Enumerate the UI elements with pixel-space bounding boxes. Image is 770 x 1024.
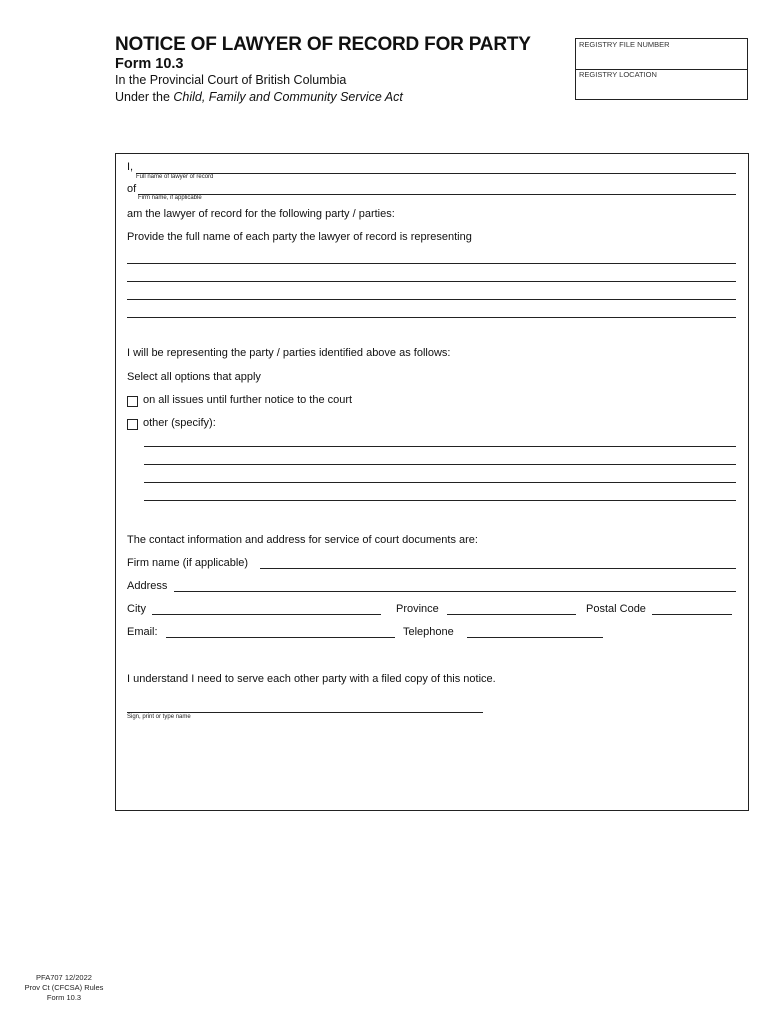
footer-rules: Prov Ct (CFCSA) Rules [24,983,104,992]
of-label: of [127,183,137,195]
city-field[interactable] [152,614,381,615]
footer-code: PFA707 12/2022 [36,973,92,982]
form-body [115,153,749,811]
other-label: other (specify): [143,417,216,429]
lawyer-name-field[interactable] [136,173,736,174]
email-label: Email: [127,626,158,638]
other-checkbox[interactable] [127,419,138,430]
address-field[interactable] [174,591,736,592]
other-line-1[interactable] [144,446,736,447]
other-line-4[interactable] [144,500,736,501]
court-name: In the Provincial Court of British Columbia [115,73,347,87]
lawyer-name-caption: Full name of lawyer of record [136,174,214,180]
acknowledgement-text: I understand I need to serve each other party with a filed copy of this notice. [127,673,496,685]
form-number: Form 10.3 [115,56,184,72]
party-line-2[interactable] [127,281,736,282]
province-field[interactable] [447,614,576,615]
act-prefix: Under the [115,90,174,104]
party-line-3[interactable] [127,299,736,300]
representation-instruction: Select all options that apply [127,371,261,383]
firm-label: Firm name (if applicable) [127,557,249,569]
registry-file-number-field[interactable] [576,39,747,70]
all-issues-checkbox[interactable] [127,396,138,407]
city-label: City [127,603,146,615]
footer-form: Form 10.3 [46,993,82,1002]
page-title: NOTICE OF LAWYER OF RECORD FOR PARTY [115,34,531,55]
firm-name-caption: Firm name, if applicable [138,195,202,201]
registry-box [575,38,748,100]
postal-code-field[interactable] [652,614,732,615]
other-line-3[interactable] [144,482,736,483]
signature-caption: Sign, print or type name [127,714,191,720]
form-footer [20,973,108,1003]
email-field[interactable] [166,637,395,638]
province-label: Province [396,603,439,615]
signature-field[interactable] [127,712,483,713]
telephone-field[interactable] [467,637,603,638]
act-line [115,90,403,104]
postal-code-label: Postal Code [586,603,646,615]
registry-file-number-label: REGISTRY FILE NUMBER [579,40,670,49]
other-line-2[interactable] [144,464,736,465]
all-issues-label: on all issues until further notice to the court [143,394,353,406]
lawyer-statement: am the lawyer of record for the following party / parties: [127,208,395,220]
registry-location-field[interactable] [576,69,747,99]
act-name: Child, Family and Community Service Act [173,90,403,104]
parties-instruction: Provide the full name of each party the lawyer of record is representing [127,231,472,243]
party-line-4[interactable] [127,317,736,318]
firm-name-top-field[interactable] [138,194,736,195]
i-label: I, [127,161,134,173]
address-label: Address [127,580,168,592]
firm-name-field[interactable] [260,568,736,569]
telephone-label: Telephone [403,626,454,638]
registry-location-label: REGISTRY LOCATION [579,70,657,79]
party-line-1[interactable] [127,263,736,264]
representation-heading: I will be representing the party / parties identified above as follows: [127,347,451,359]
contact-heading: The contact information and address for service of court documents are: [127,534,478,546]
